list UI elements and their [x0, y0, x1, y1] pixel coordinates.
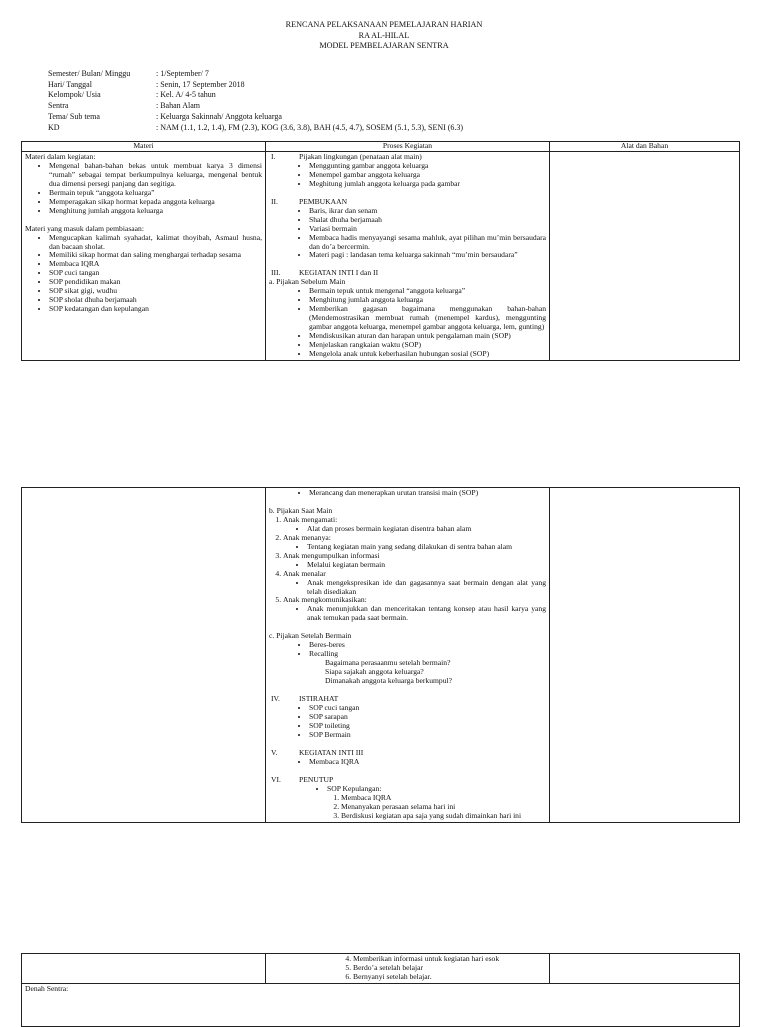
- denah-label: Denah Sentra:: [25, 983, 69, 993]
- list-item: • Meghitung jumlah anggota keluarga pada gambar: [309, 180, 546, 189]
- meta-row-kd: [48, 123, 738, 134]
- meta-row-semester: [48, 69, 738, 80]
- step-label: Anak mengumpulkan informasi: [283, 550, 380, 560]
- list-item: • Beres-beres: [309, 641, 546, 650]
- list-item: [283, 534, 546, 552]
- subsection-label: a. Pijakan Sebelum Main: [269, 277, 346, 287]
- list-item: • Memiliki sikap hormat dan saling menghargai terhadap sesama: [49, 251, 262, 260]
- list-item: • SOP toileting: [309, 722, 546, 731]
- list-item: • Memperagakan sikap hormat kepada anggota keluarga: [49, 198, 262, 207]
- list-item: 5. Berdo’a setelah belajar: [353, 964, 546, 973]
- meta-value: : Senin, 17 September 2018: [156, 79, 245, 89]
- meta-row-theme: [48, 112, 738, 123]
- list-item: • Menghitung jumlah anggota keluarga: [309, 296, 546, 305]
- list-item: • Memberikan gagasan bagaimana menggunakan bahan-bahan (Mendemostrasikan membuat rumah (menempel kardus), menggunting gambar anggota keluarga, menempel gambar anggota keluarga, lem, gunting): [309, 305, 546, 332]
- materi-heading: Materi dalam kegiatan:: [25, 151, 96, 161]
- step-label: Anak menalar: [283, 568, 326, 578]
- question-text: Dimanakah anggota keluarga berkumpul?: [325, 676, 453, 686]
- closing-steps: [327, 794, 546, 821]
- list-item: 4. Memberikan informasi untuk kegiatan hari esok: [353, 955, 546, 964]
- list-item: • SOP cuci tangan: [309, 704, 546, 713]
- section-title: Pijakan lingkungan (penataan alat main): [299, 151, 422, 161]
- table-row: [22, 983, 740, 1026]
- table-header-row: [22, 142, 740, 152]
- list-item: • Mengelola anak untuk keberhasilan hubungan sosial (SOP): [309, 350, 546, 359]
- list-item: • Bermain tepuk “anggota keluarga”: [49, 189, 262, 198]
- table-row: [22, 151, 740, 360]
- list-item: [283, 552, 546, 570]
- list-item: • Variasi bermain: [309, 225, 546, 234]
- section-list: [269, 207, 546, 261]
- list-item: • Menjelaskan rangkaian waktu (SOP): [309, 341, 546, 350]
- table-row: [22, 954, 740, 984]
- meta-row-sentra: [48, 101, 738, 112]
- section-title: PENUTUP: [299, 774, 334, 784]
- materi-cell: [22, 488, 266, 823]
- meta-label: Semester/ Bulan/ Minggu: [48, 69, 131, 78]
- meta-value: : NAM (1.1, 1.2, 1.4), FM (2.3), KOG (3.6, 3.8), BAH (4.5, 4.7), SOSEM (5.1, 5.3), SENI (6.3): [156, 122, 464, 132]
- meta-label: Sentra: [48, 101, 69, 111]
- title-line-2: RA AL-HILAL: [358, 30, 410, 40]
- table-row: [22, 488, 740, 823]
- section-list: [269, 785, 546, 821]
- meta-value: : Keluarga Sakinnah/ Anggota keluarga: [156, 111, 282, 121]
- identity-block: [48, 69, 738, 133]
- materi-cell: [22, 954, 266, 984]
- list-item: • Anak mengekspresikan ide dan gagasannya saat bermain dengan alat yang telah disediakan: [307, 579, 546, 597]
- step-label: Anak menanya:: [283, 532, 331, 542]
- list-item: • Merancang dan menerapkan urutan transisi main (SOP): [309, 489, 546, 498]
- column-header-alat: Alat dan Bahan: [550, 142, 740, 152]
- sop-label: SOP Kepulangan:: [327, 783, 382, 793]
- list-item: • SOP sholat dhuha berjamaah: [49, 296, 262, 305]
- list-item: • Materi pagi : landasan tema keluarga sakinnah “mu’min bersaudara”: [309, 251, 546, 260]
- title-line-1: RENCANA PELAKSANAAN PEMELAJARAN HARIAN: [285, 20, 483, 29]
- proses-cell: [266, 954, 550, 984]
- meta-value: : Bahan Alam: [156, 101, 200, 111]
- section-list: [269, 162, 546, 189]
- section-number: IV.: [271, 694, 280, 704]
- list-item: [283, 570, 546, 597]
- list-item: • Menggunting gambar anggota keluarga: [309, 162, 546, 171]
- section-list: [269, 287, 546, 359]
- list-item: • SOP Bermain: [309, 731, 546, 740]
- list-item: • SOP pendidikan makan: [49, 278, 262, 287]
- activity-table-part-1: [21, 141, 740, 361]
- question-text: Bagaimana perasaanmu setelah bermain?: [325, 658, 451, 668]
- section-list: [269, 489, 546, 498]
- section-list: [269, 704, 546, 740]
- activity-table-part-3: [21, 953, 740, 1027]
- list-item: • Alat dan proses bermain kegiatan disentra bahan alam: [307, 525, 546, 534]
- meta-label: Hari/ Tanggal: [48, 79, 92, 89]
- column-header-proses: Proses Kegiatan: [266, 142, 550, 152]
- materi-list: [25, 162, 262, 216]
- section-number: III.: [271, 268, 281, 278]
- list-item: • Tentang kegiatan main yang sedang dilakukan di sentra bahan alam: [307, 543, 546, 552]
- habit-list: [25, 234, 262, 315]
- list-item: • SOP sarapan: [309, 713, 546, 722]
- list-item: • Mengenal bahan-bahan bekas untuk membuat karya 3 dimensi “rumah” sebagai tempat berkumpulnya keluarga, mengenal bentuk dua dimensi persegi panjang dan segitiga.: [49, 162, 262, 189]
- meta-label: KD: [48, 122, 60, 132]
- column-header-materi: Materi: [22, 142, 266, 152]
- alat-cell: [550, 151, 740, 360]
- step-label: Anak mengkomunikasikan:: [283, 595, 367, 605]
- list-item: • SOP sikat gigi, wudhu: [49, 287, 262, 296]
- proses-cell: [266, 488, 550, 823]
- subsection-label: b. Pijakan Saat Main: [269, 505, 333, 515]
- list-item: [283, 516, 546, 534]
- list-item: 1. Membaca IQRA: [341, 794, 546, 803]
- section-title: ISTIRAHAT: [299, 694, 339, 704]
- list-item: 3. Berdiskusi kegiatan apa saja yang sudah dimainkan hari ini: [341, 812, 546, 821]
- materi-heading: Materi yang masuk dalam pembiasaan:: [25, 223, 144, 233]
- section-number: V.: [271, 747, 278, 757]
- list-item: • Melalui kegiatan bermain: [307, 561, 546, 570]
- list-item: 6. Bernyanyi setelah belajar.: [353, 973, 546, 982]
- subsection-label: c. Pijakan Setelah Bermain: [269, 631, 352, 641]
- list-item: • Membaca hadis menyayangi sesama mahluk, ayat pilihan mu’min bersaudara dan do’a bercermin.: [309, 234, 546, 252]
- section-heading: [269, 776, 546, 785]
- list-item: • Mengucapkan kalimah syahadat, kalimat thoyibah, Asmaul husna, dan bacaan sholat.: [49, 234, 262, 252]
- list-item: • Bermain tepuk untuk mengenal “anggota keluarga”: [309, 287, 546, 296]
- materi-cell: [22, 151, 266, 360]
- section-number: VI.: [271, 774, 281, 784]
- list-item: • Anak menunjukkan dan menceritakan tentang konsep atau hasil karya yang anak temukan pada saat bermain.: [307, 605, 546, 623]
- meta-value: : 1/September/ 7: [156, 69, 209, 78]
- title-line-3: MODEL PEMBELAJARAN SENTRA: [319, 41, 449, 50]
- list-item: • Menempel gambar anggota keluarga: [309, 171, 546, 180]
- meta-label: Kelompok/ Usia: [48, 90, 101, 100]
- list-item: • Menghitung jumlah anggota keluarga: [49, 207, 262, 216]
- list-item: • Baris, ikrar dan senam: [309, 207, 546, 216]
- section-list: [269, 641, 546, 659]
- meta-row-date: [48, 80, 738, 91]
- list-item: • Membaca IQRA: [309, 758, 546, 767]
- recall-questions: [269, 659, 546, 686]
- list-item: • Recalling: [309, 650, 546, 659]
- observation-steps: [269, 516, 546, 623]
- list-item: [283, 596, 546, 623]
- section-title: PEMBUKAAN: [299, 196, 348, 206]
- meta-value: : Kel. A/ 4-5 tahun: [156, 90, 216, 100]
- meta-label: Tema/ Sub tema: [48, 111, 100, 121]
- step-label: Anak mengamati:: [283, 514, 338, 524]
- section-title: KEGIATAN INTI III: [299, 747, 364, 757]
- section-number: II.: [271, 196, 278, 206]
- proses-cell: [266, 151, 550, 360]
- list-item: 2. Menanyakan perasaan selama hari ini: [341, 803, 546, 812]
- denah-cell: [22, 983, 740, 1026]
- meta-row-group: [48, 90, 738, 101]
- list-item: • Membaca IQRA: [49, 260, 262, 269]
- section-number: I.: [271, 151, 276, 161]
- activity-table-part-2: [21, 487, 740, 823]
- alat-cell: [550, 488, 740, 823]
- alat-cell: [550, 954, 740, 984]
- list-item: • Shalat dhuha berjamaah: [309, 216, 546, 225]
- question-text: Siapa sajakah anggota keluarga?: [325, 667, 424, 677]
- list-item: • SOP cuci tangan: [49, 269, 262, 278]
- document-title: [0, 20, 768, 52]
- list-item: [327, 785, 546, 821]
- closing-steps-continued: [269, 955, 546, 982]
- section-list: [269, 758, 546, 767]
- list-item: • Mendiskusikan aturan dan harapan untuk pengalaman main (SOP): [309, 332, 546, 341]
- list-item: • SOP kedatangan dan kepulangan: [49, 305, 262, 314]
- section-title: KEGIATAN INTI I dan II: [299, 268, 379, 278]
